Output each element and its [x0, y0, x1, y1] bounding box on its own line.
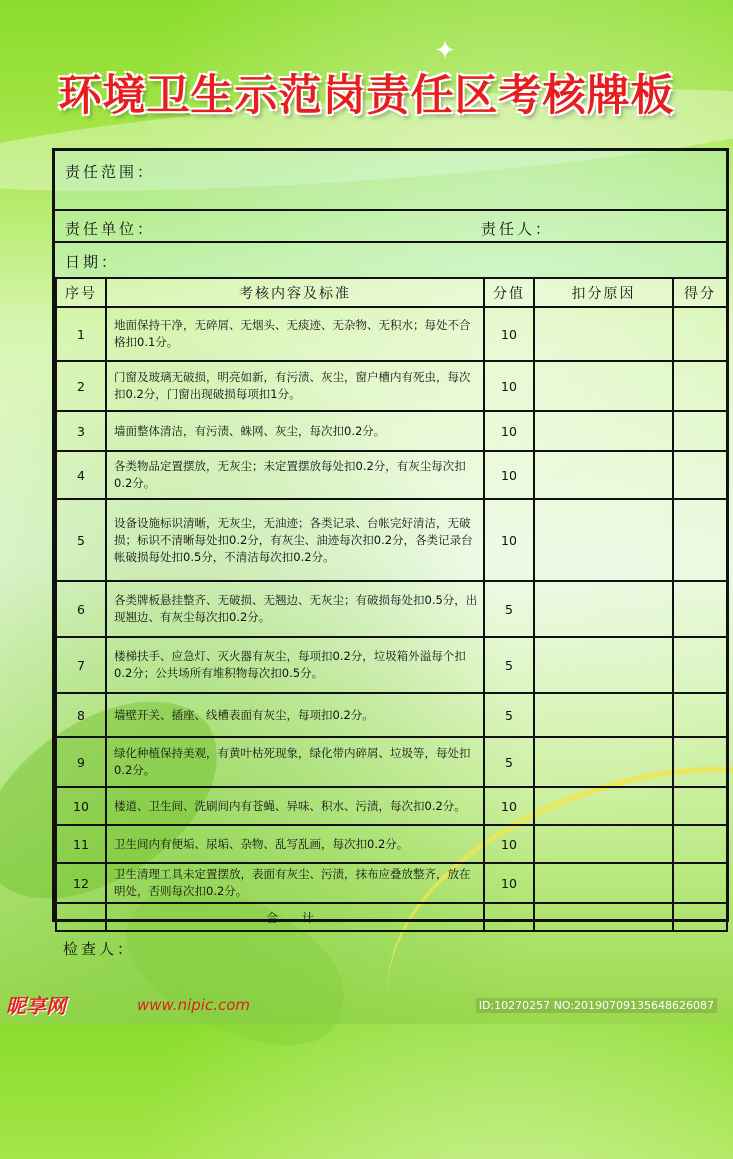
row-number: 9 [56, 737, 106, 787]
row-content: 卫生清理工具未定置摆放，表面有灰尘、污渍，抹布应叠放整齐，放在明处，否则每次扣0.2分。 [106, 863, 484, 903]
row-content: 墙面整体清洁，有污渍、蛛网、灰尘，每次扣0.2分。 [106, 411, 484, 451]
row-content: 各类物品定置摆放，无灰尘；未定置摆放每处扣0.2分，有灰尘每次扣0.2分。 [106, 451, 484, 499]
unit-row [55, 211, 726, 243]
points-cell [673, 411, 727, 451]
points-cell [673, 863, 727, 903]
row-score: 10 [484, 825, 534, 863]
row-number: 7 [56, 637, 106, 693]
row-content: 楼梯扶手、应急灯、灭火器有灰尘，每项扣0.2分，垃圾箱外溢每个扣0.2分；公共场所有堆积物每次扣0.5分。 [106, 637, 484, 693]
row-score: 5 [484, 737, 534, 787]
total-points-cell [673, 903, 727, 931]
row-content: 卫生间内有便垢、尿垢、杂物、乱写乱画，每次扣0.2分。 [106, 825, 484, 863]
row-content: 各类牌板悬挂整齐、无破损、无翘边、无灰尘；有破损每处扣0.5分，出现翘边、有灰尘每次扣0.2分。 [106, 581, 484, 637]
watermark-url: www.nipic.com [137, 996, 251, 1014]
total-number-cell [56, 903, 106, 931]
points-cell [673, 451, 727, 499]
points-cell [673, 637, 727, 693]
row-number: 6 [56, 581, 106, 637]
row-score: 10 [484, 499, 534, 581]
points-cell [673, 825, 727, 863]
watermark-id: ID:10270257 NO:20190709135648626087 [476, 998, 717, 1013]
assessment-table [55, 277, 728, 932]
table-row [56, 693, 727, 737]
table-row [56, 361, 727, 411]
table-row [56, 307, 727, 361]
row-score: 10 [484, 451, 534, 499]
row-content: 设备设施标识清晰，无灰尘，无油迹；各类记录、台帐完好清洁，无破损；标识不清晰每处扣0.2分，有灰尘、油迹每次扣0.2分，各类记录台帐破损每处扣0.5分，不清洁每次扣0.2分。 [106, 499, 484, 581]
deduction-reason-cell [534, 693, 673, 737]
row-number: 8 [56, 693, 106, 737]
points-cell [673, 693, 727, 737]
assessment-board [52, 148, 729, 925]
inspector-label: 检查人： [63, 940, 136, 958]
date-row [55, 243, 726, 277]
row-score: 10 [484, 361, 534, 411]
watermark-logo: 昵享网 [6, 994, 66, 1018]
row-number: 2 [56, 361, 106, 411]
sparkle-icon: ✦ [434, 36, 456, 66]
row-number: 12 [56, 863, 106, 903]
row-number: 4 [56, 451, 106, 499]
table-row [56, 411, 727, 451]
points-cell [673, 361, 727, 411]
person-label: 责任人： [481, 220, 554, 238]
row-score: 5 [484, 637, 534, 693]
deduction-reason-cell [534, 581, 673, 637]
row-content: 绿化种植保持美观，有黄叶枯死现象，绿化带内碎屑、垃圾等，每处扣0.2分。 [106, 737, 484, 787]
deduction-reason-cell [534, 451, 673, 499]
row-content: 门窗及玻璃无破损，明亮如新，有污渍、灰尘，窗户槽内有死虫，每次扣0.2分，门窗出现破损每项扣1分。 [106, 361, 484, 411]
row-number: 5 [56, 499, 106, 581]
total-label: 合 计 [106, 903, 484, 931]
deduction-reason-cell [534, 737, 673, 787]
deduction-reason-cell [534, 361, 673, 411]
table-row [56, 499, 727, 581]
column-header: 扣分原因 [534, 278, 673, 307]
row-score: 10 [484, 411, 534, 451]
column-header: 序号 [56, 278, 106, 307]
table-row [56, 581, 727, 637]
scope-row [55, 151, 726, 211]
total-row [56, 903, 727, 931]
deduction-reason-cell [534, 307, 673, 361]
column-header: 得分 [673, 278, 727, 307]
deduction-reason-cell [534, 411, 673, 451]
column-header: 分值 [484, 278, 534, 307]
table-row [56, 825, 727, 863]
row-score: 10 [484, 863, 534, 903]
row-number: 3 [56, 411, 106, 451]
unit-label: 责任单位： [65, 220, 156, 238]
points-cell [673, 737, 727, 787]
row-number: 11 [56, 825, 106, 863]
row-content: 楼道、卫生间、洗刷间内有苍蝇、异味、积水、污渍，每次扣0.2分。 [106, 787, 484, 825]
column-header: 考核内容及标准 [106, 278, 484, 307]
deduction-reason-cell [534, 499, 673, 581]
table-row [56, 637, 727, 693]
table-row [56, 451, 727, 499]
total-reason-cell [534, 903, 673, 931]
row-number: 1 [56, 307, 106, 361]
points-cell [673, 787, 727, 825]
row-score: 10 [484, 787, 534, 825]
points-cell [673, 499, 727, 581]
row-score: 5 [484, 581, 534, 637]
row-score: 10 [484, 307, 534, 361]
date-label: 日期： [65, 253, 120, 271]
table-row [56, 863, 727, 903]
deduction-reason-cell [534, 825, 673, 863]
points-cell [673, 581, 727, 637]
table-row [56, 787, 727, 825]
table-header-row [56, 278, 727, 307]
row-content: 墙壁开关、插座、线槽表面有灰尘，每项扣0.2分。 [106, 693, 484, 737]
deduction-reason-cell [534, 787, 673, 825]
row-content: 地面保持干净，无碎屑、无烟头、无痰迹、无杂物、无积水；每处不合格扣0.1分。 [106, 307, 484, 361]
points-cell [673, 307, 727, 361]
deduction-reason-cell [534, 863, 673, 903]
page-title: 环境卫生示范岗责任区考核牌板 [58, 71, 675, 121]
total-score-cell [484, 903, 534, 931]
scope-label: 责任范围： [65, 163, 156, 181]
table-row [56, 737, 727, 787]
row-score: 5 [484, 693, 534, 737]
deduction-reason-cell [534, 637, 673, 693]
row-number: 10 [56, 787, 106, 825]
